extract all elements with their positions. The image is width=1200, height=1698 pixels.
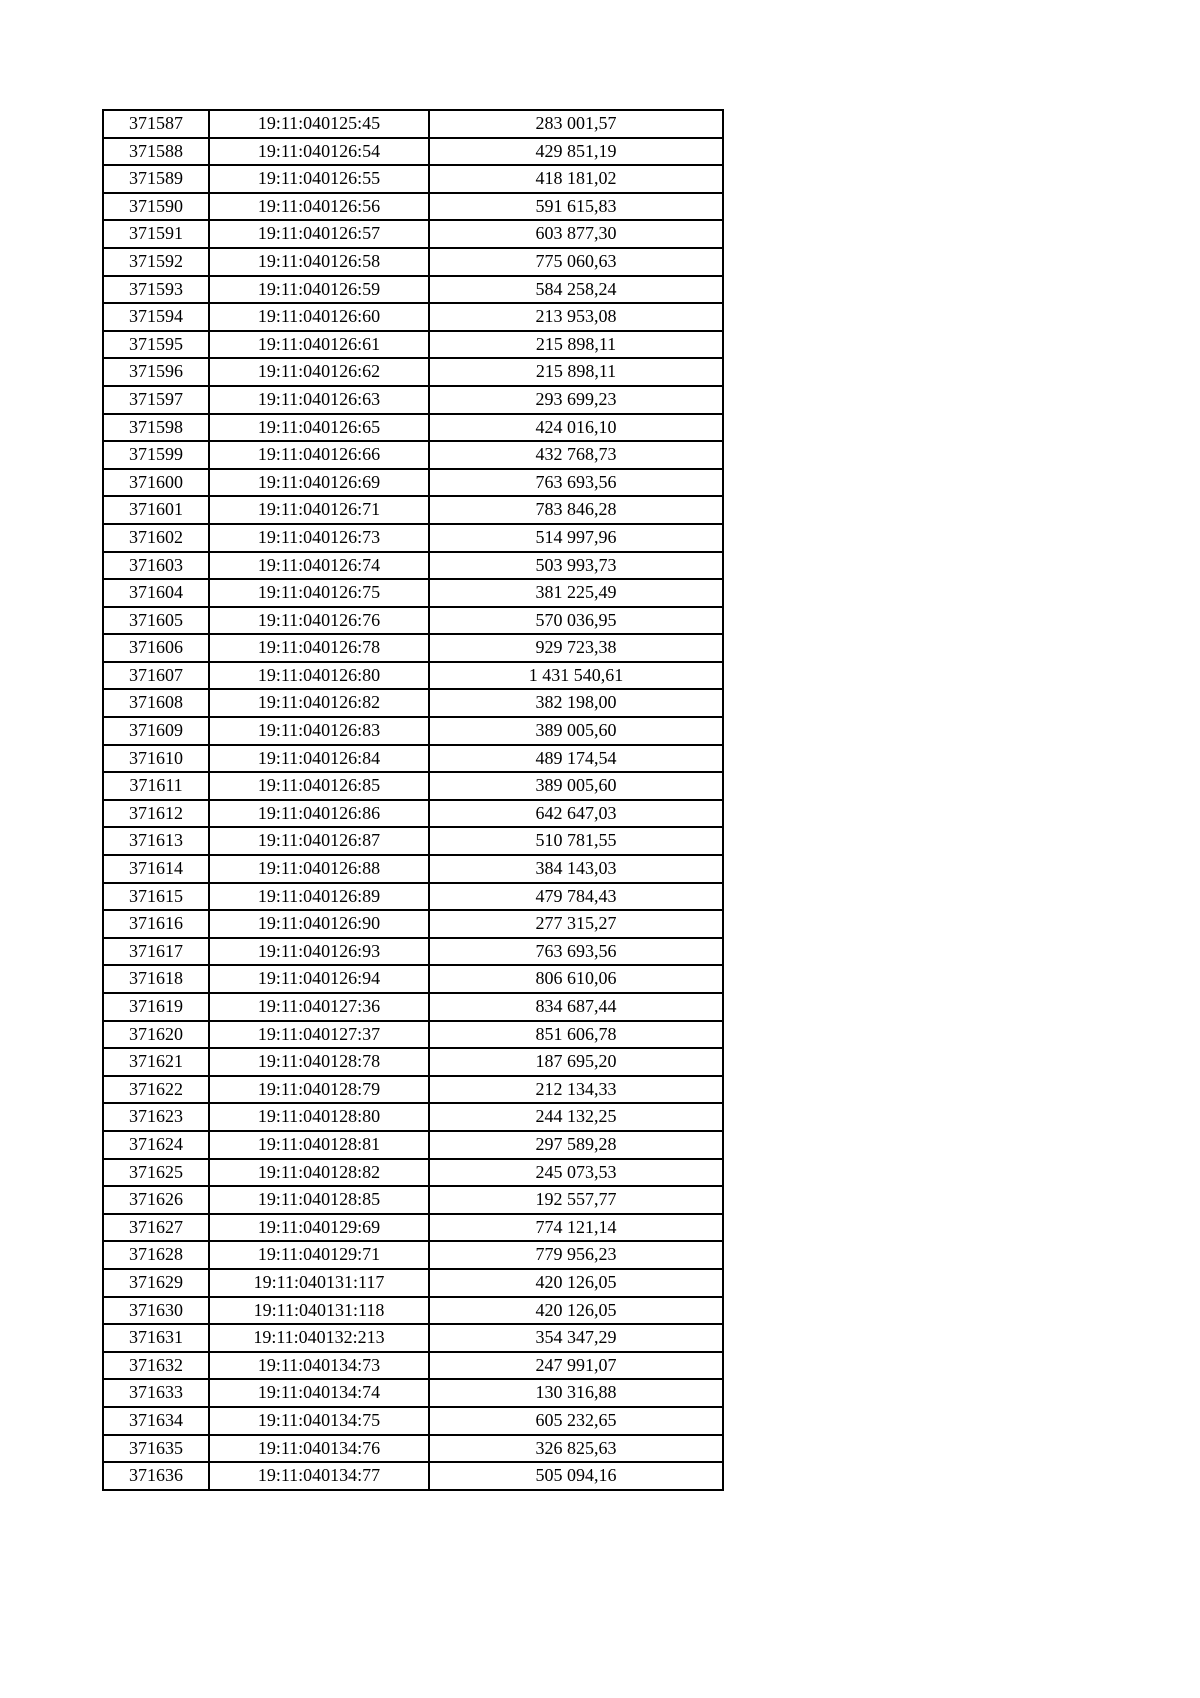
row-number-cell: 371604 (103, 579, 209, 607)
row-number-cell: 371615 (103, 883, 209, 911)
value-cell: 570 036,95 (429, 607, 723, 635)
value-cell: 929 723,38 (429, 634, 723, 662)
value-cell: 783 846,28 (429, 496, 723, 524)
table-row (103, 1159, 723, 1187)
value-cell: 514 997,96 (429, 524, 723, 552)
value-cell: 382 198,00 (429, 689, 723, 717)
row-number-cell: 371587 (103, 110, 209, 138)
cadastral-number-cell: 19:11:040126:55 (209, 165, 429, 193)
table-row (103, 717, 723, 745)
row-number-cell: 371591 (103, 220, 209, 248)
row-number-cell: 371599 (103, 441, 209, 469)
value-cell: 354 347,29 (429, 1324, 723, 1352)
table-row (103, 772, 723, 800)
cadastral-number-cell: 19:11:040126:58 (209, 248, 429, 276)
table-row (103, 193, 723, 221)
cadastral-number-cell: 19:11:040126:56 (209, 193, 429, 221)
row-number-cell: 371598 (103, 414, 209, 442)
value-cell: 479 784,43 (429, 883, 723, 911)
value-cell: 432 768,73 (429, 441, 723, 469)
row-number-cell: 371602 (103, 524, 209, 552)
table-row (103, 1297, 723, 1325)
document-page (102, 109, 722, 1491)
value-cell: 215 898,11 (429, 358, 723, 386)
row-number-cell: 371600 (103, 469, 209, 497)
cadastral-number-cell: 19:11:040126:88 (209, 855, 429, 883)
value-cell: 381 225,49 (429, 579, 723, 607)
cadastral-number-cell: 19:11:040126:63 (209, 386, 429, 414)
table-row (103, 1214, 723, 1242)
value-cell: 247 991,07 (429, 1352, 723, 1380)
value-cell: 1 431 540,61 (429, 662, 723, 690)
row-number-cell: 371606 (103, 634, 209, 662)
row-number-cell: 371634 (103, 1407, 209, 1435)
row-number-cell: 371636 (103, 1462, 209, 1490)
value-cell: 215 898,11 (429, 331, 723, 359)
table-row (103, 138, 723, 166)
cadastral-number-cell: 19:11:040132:213 (209, 1324, 429, 1352)
row-number-cell: 371611 (103, 772, 209, 800)
table-row (103, 303, 723, 331)
table-row (103, 1241, 723, 1269)
table-row (103, 938, 723, 966)
cadastral-number-cell: 19:11:040126:76 (209, 607, 429, 635)
value-cell: 763 693,56 (429, 469, 723, 497)
cadastral-number-cell: 19:11:040134:75 (209, 1407, 429, 1435)
cadastral-number-cell: 19:11:040134:77 (209, 1462, 429, 1490)
value-cell: 584 258,24 (429, 276, 723, 304)
value-cell: 642 647,03 (429, 800, 723, 828)
row-number-cell: 371590 (103, 193, 209, 221)
table-row (103, 220, 723, 248)
cadastral-number-cell: 19:11:040126:84 (209, 745, 429, 773)
row-number-cell: 371626 (103, 1186, 209, 1214)
cadastral-number-cell: 19:11:040126:59 (209, 276, 429, 304)
value-cell: 192 557,77 (429, 1186, 723, 1214)
row-number-cell: 371593 (103, 276, 209, 304)
cadastral-number-cell: 19:11:040125:45 (209, 110, 429, 138)
value-cell: 424 016,10 (429, 414, 723, 442)
value-cell: 834 687,44 (429, 993, 723, 1021)
row-number-cell: 371612 (103, 800, 209, 828)
cadastral-number-cell: 19:11:040126:94 (209, 965, 429, 993)
value-cell: 775 060,63 (429, 248, 723, 276)
row-number-cell: 371625 (103, 1159, 209, 1187)
value-cell: 244 132,25 (429, 1103, 723, 1131)
cadastral-number-cell: 19:11:040126:93 (209, 938, 429, 966)
cadastral-number-cell: 19:11:040126:69 (209, 469, 429, 497)
cadastral-number-cell: 19:11:040128:79 (209, 1076, 429, 1104)
cadastral-number-cell: 19:11:040126:75 (209, 579, 429, 607)
row-number-cell: 371618 (103, 965, 209, 993)
row-number-cell: 371620 (103, 1021, 209, 1049)
cadastral-number-cell: 19:11:040128:78 (209, 1048, 429, 1076)
table-row (103, 883, 723, 911)
cadastral-number-cell: 19:11:040134:73 (209, 1352, 429, 1380)
value-cell: 779 956,23 (429, 1241, 723, 1269)
row-number-cell: 371629 (103, 1269, 209, 1297)
cadastral-number-cell: 19:11:040126:89 (209, 883, 429, 911)
cadastral-number-cell: 19:11:040126:83 (209, 717, 429, 745)
row-number-cell: 371632 (103, 1352, 209, 1380)
row-number-cell: 371627 (103, 1214, 209, 1242)
value-cell: 806 610,06 (429, 965, 723, 993)
row-number-cell: 371616 (103, 910, 209, 938)
cadastral-number-cell: 19:11:040128:81 (209, 1131, 429, 1159)
value-cell: 297 589,28 (429, 1131, 723, 1159)
row-number-cell: 371595 (103, 331, 209, 359)
table-row (103, 110, 723, 138)
row-number-cell: 371614 (103, 855, 209, 883)
row-number-cell: 371588 (103, 138, 209, 166)
table-row (103, 579, 723, 607)
table-row (103, 745, 723, 773)
cadastral-number-cell: 19:11:040126:90 (209, 910, 429, 938)
value-cell: 505 094,16 (429, 1462, 723, 1490)
row-number-cell: 371621 (103, 1048, 209, 1076)
table-row (103, 827, 723, 855)
row-number-cell: 371589 (103, 165, 209, 193)
table-row (103, 276, 723, 304)
cadastral-number-cell: 19:11:040131:118 (209, 1297, 429, 1325)
table-row (103, 165, 723, 193)
row-number-cell: 371613 (103, 827, 209, 855)
value-cell: 420 126,05 (429, 1297, 723, 1325)
table-row (103, 414, 723, 442)
row-number-cell: 371619 (103, 993, 209, 1021)
table-row (103, 1076, 723, 1104)
cadastral-number-cell: 19:11:040129:69 (209, 1214, 429, 1242)
cadastral-number-cell: 19:11:040126:86 (209, 800, 429, 828)
table-row (103, 1407, 723, 1435)
row-number-cell: 371592 (103, 248, 209, 276)
table-row (103, 689, 723, 717)
table-row (103, 1186, 723, 1214)
table-row (103, 634, 723, 662)
row-number-cell: 371624 (103, 1131, 209, 1159)
value-cell: 187 695,20 (429, 1048, 723, 1076)
row-number-cell: 371622 (103, 1076, 209, 1104)
value-cell: 389 005,60 (429, 772, 723, 800)
value-cell: 851 606,78 (429, 1021, 723, 1049)
cadastral-number-cell: 19:11:040126:78 (209, 634, 429, 662)
table-row (103, 1269, 723, 1297)
table-row (103, 1352, 723, 1380)
table-row (103, 1048, 723, 1076)
table-row (103, 524, 723, 552)
records-table (102, 109, 724, 1491)
cadastral-number-cell: 19:11:040126:61 (209, 331, 429, 359)
value-cell: 212 134,33 (429, 1076, 723, 1104)
cadastral-number-cell: 19:11:040126:54 (209, 138, 429, 166)
row-number-cell: 371596 (103, 358, 209, 386)
value-cell: 603 877,30 (429, 220, 723, 248)
value-cell: 245 073,53 (429, 1159, 723, 1187)
cadastral-number-cell: 19:11:040126:62 (209, 358, 429, 386)
table-row (103, 1103, 723, 1131)
cadastral-number-cell: 19:11:040126:73 (209, 524, 429, 552)
cadastral-number-cell: 19:11:040126:71 (209, 496, 429, 524)
table-row (103, 1435, 723, 1463)
cadastral-number-cell: 19:11:040127:37 (209, 1021, 429, 1049)
table-row (103, 331, 723, 359)
value-cell: 429 851,19 (429, 138, 723, 166)
table-row (103, 800, 723, 828)
cadastral-number-cell: 19:11:040129:71 (209, 1241, 429, 1269)
value-cell: 326 825,63 (429, 1435, 723, 1463)
row-number-cell: 371633 (103, 1379, 209, 1407)
table-row (103, 993, 723, 1021)
value-cell: 503 993,73 (429, 552, 723, 580)
row-number-cell: 371607 (103, 662, 209, 690)
table-row (103, 496, 723, 524)
cadastral-number-cell: 19:11:040127:36 (209, 993, 429, 1021)
row-number-cell: 371609 (103, 717, 209, 745)
value-cell: 213 953,08 (429, 303, 723, 331)
value-cell: 420 126,05 (429, 1269, 723, 1297)
cadastral-number-cell: 19:11:040126:82 (209, 689, 429, 717)
row-number-cell: 371635 (103, 1435, 209, 1463)
value-cell: 130 316,88 (429, 1379, 723, 1407)
table-row (103, 662, 723, 690)
row-number-cell: 371617 (103, 938, 209, 966)
cadastral-number-cell: 19:11:040126:80 (209, 662, 429, 690)
value-cell: 489 174,54 (429, 745, 723, 773)
cadastral-number-cell: 19:11:040126:66 (209, 441, 429, 469)
value-cell: 384 143,03 (429, 855, 723, 883)
table-row (103, 910, 723, 938)
row-number-cell: 371623 (103, 1103, 209, 1131)
cadastral-number-cell: 19:11:040128:85 (209, 1186, 429, 1214)
table-row (103, 248, 723, 276)
table-row (103, 552, 723, 580)
cadastral-number-cell: 19:11:040134:74 (209, 1379, 429, 1407)
records-table-body (103, 110, 723, 1490)
table-row (103, 1379, 723, 1407)
cadastral-number-cell: 19:11:040131:117 (209, 1269, 429, 1297)
cadastral-number-cell: 19:11:040126:87 (209, 827, 429, 855)
value-cell: 283 001,57 (429, 110, 723, 138)
cadastral-number-cell: 19:11:040128:82 (209, 1159, 429, 1187)
value-cell: 763 693,56 (429, 938, 723, 966)
table-row (103, 1324, 723, 1352)
row-number-cell: 371631 (103, 1324, 209, 1352)
cadastral-number-cell: 19:11:040126:74 (209, 552, 429, 580)
value-cell: 510 781,55 (429, 827, 723, 855)
table-row (103, 469, 723, 497)
row-number-cell: 371610 (103, 745, 209, 773)
row-number-cell: 371603 (103, 552, 209, 580)
table-row (103, 965, 723, 993)
row-number-cell: 371601 (103, 496, 209, 524)
table-row (103, 607, 723, 635)
value-cell: 418 181,02 (429, 165, 723, 193)
table-row (103, 1462, 723, 1490)
value-cell: 389 005,60 (429, 717, 723, 745)
table-row (103, 441, 723, 469)
row-number-cell: 371597 (103, 386, 209, 414)
value-cell: 605 232,65 (429, 1407, 723, 1435)
table-row (103, 1131, 723, 1159)
row-number-cell: 371605 (103, 607, 209, 635)
row-number-cell: 371630 (103, 1297, 209, 1325)
cadastral-number-cell: 19:11:040126:65 (209, 414, 429, 442)
row-number-cell: 371628 (103, 1241, 209, 1269)
value-cell: 293 699,23 (429, 386, 723, 414)
table-row (103, 855, 723, 883)
value-cell: 591 615,83 (429, 193, 723, 221)
table-row (103, 386, 723, 414)
table-row (103, 358, 723, 386)
value-cell: 774 121,14 (429, 1214, 723, 1242)
table-row (103, 1021, 723, 1049)
value-cell: 277 315,27 (429, 910, 723, 938)
cadastral-number-cell: 19:11:040134:76 (209, 1435, 429, 1463)
row-number-cell: 371608 (103, 689, 209, 717)
cadastral-number-cell: 19:11:040126:85 (209, 772, 429, 800)
cadastral-number-cell: 19:11:040126:60 (209, 303, 429, 331)
row-number-cell: 371594 (103, 303, 209, 331)
cadastral-number-cell: 19:11:040128:80 (209, 1103, 429, 1131)
cadastral-number-cell: 19:11:040126:57 (209, 220, 429, 248)
